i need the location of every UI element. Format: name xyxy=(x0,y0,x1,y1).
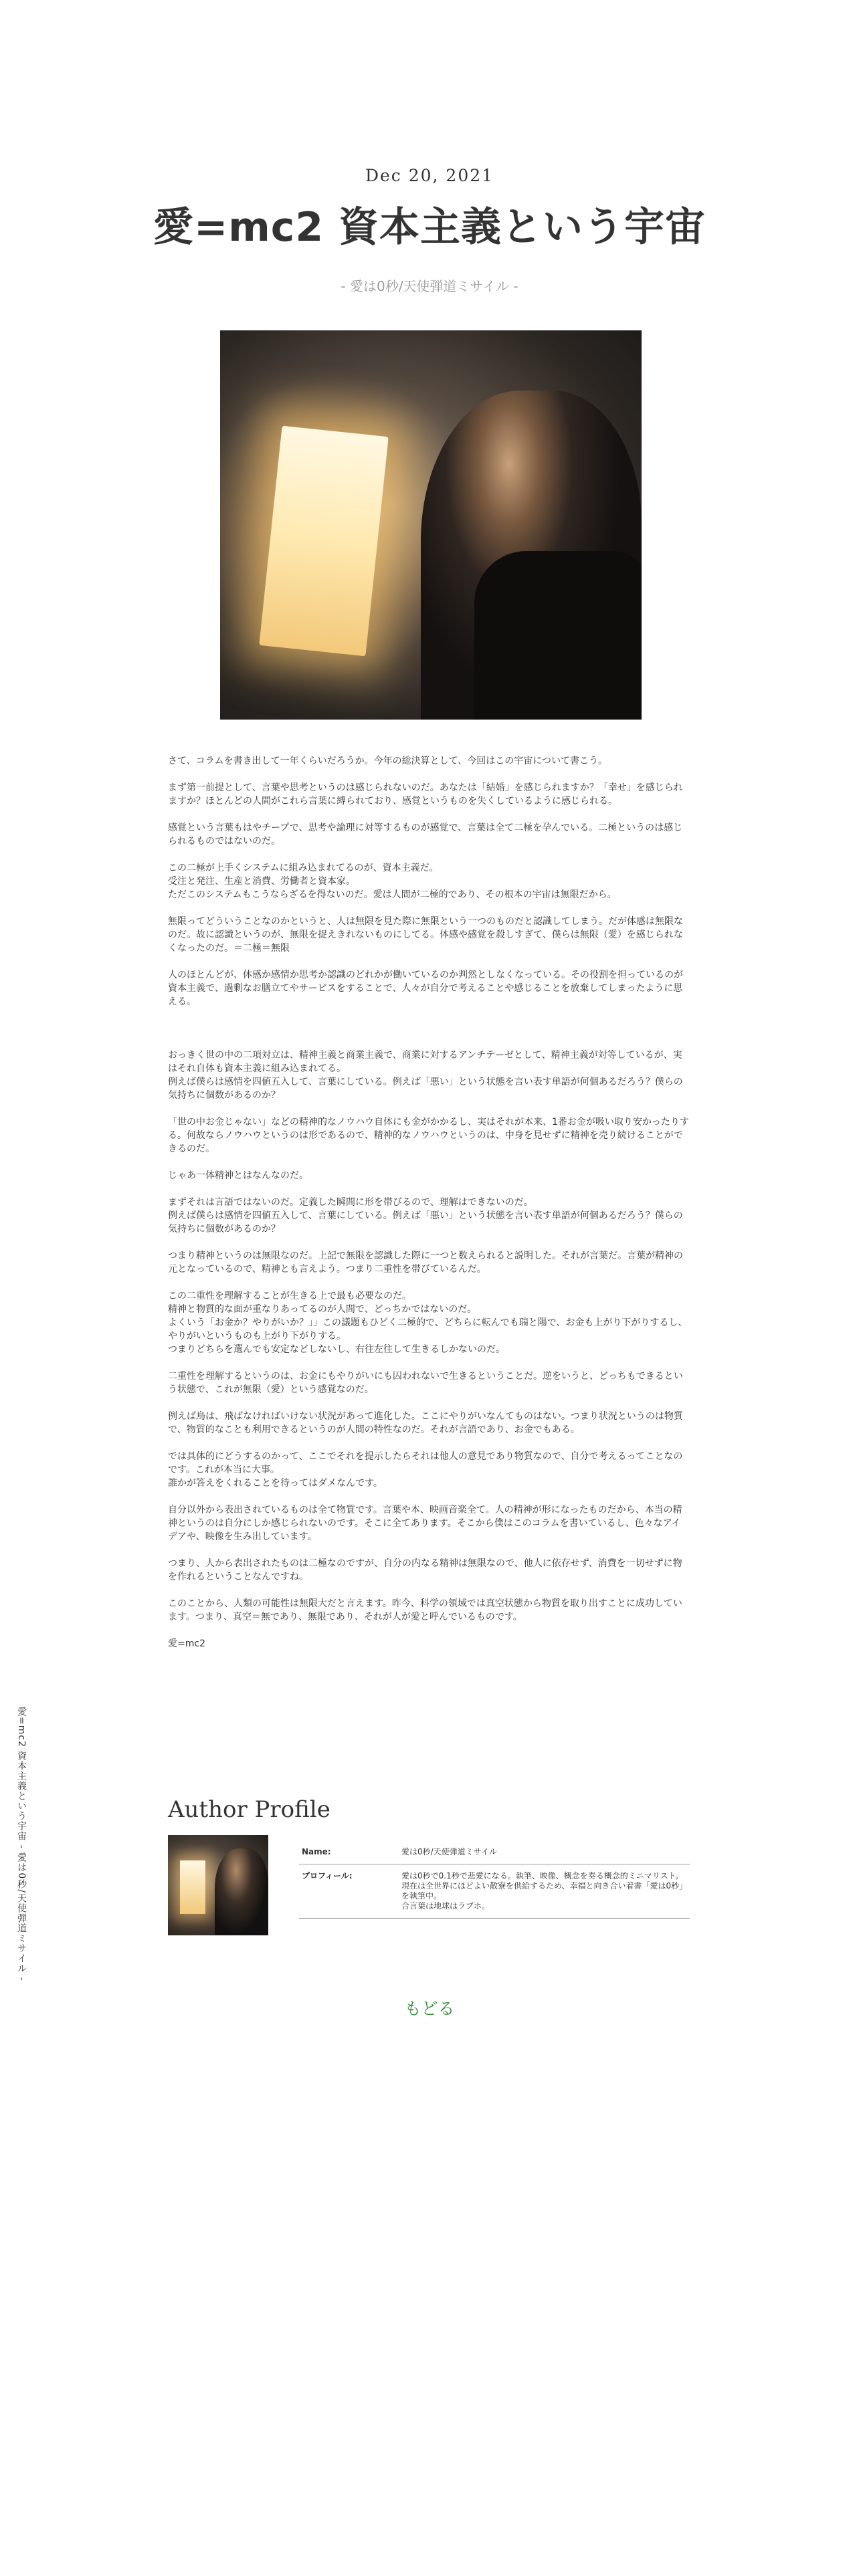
article-paragraph: このことから、人類の可能性は無限大だと言えます。昨今、科学の領域では真空状態から物質を取り出すことに成功しています。つまり、真空＝無であり、無限であり、それが人が愛と呼んでいるものです。 xyxy=(168,1598,682,1622)
hero-figure-body xyxy=(474,551,642,720)
post-title: 愛=mc2 資本主義という宇宙 xyxy=(153,204,706,251)
profile-bio-label: プロフィール: xyxy=(299,1864,399,1919)
article-paragraph: 人のほとんどが、体感か感情か思考か認識のどれかが働いているのか判然としなくなっている。その役割を担っているのが資本主義で、過剰なお膳立てやサービスをすることで、人々が自分で考えることや感じることを放棄してしまったように思える。 xyxy=(168,970,683,1007)
article-paragraph: さて、コラムを書き出して一年くらいだろうか。今年の総決算として、今回はこの宇宙について書こう。 xyxy=(168,756,608,766)
side-vertical-label: 愛=mc2 資本主義という宇宙 - 愛は0秒/天使弾道ミサイル - xyxy=(16,1707,27,1981)
article-paragraph: おっきく世の中の二項対立は、精神主義と商業主義で、商業に対するアンチテーゼとして、精神主義が対等しているが、実はそれ自体も資本主義に組み込まれてる。 例えば僕らは感情を四値五入して、言葉にしている。例えば「悪い」という状態を言い表す単語が何個あるだろう？僕らの気持ちに個数があるのか？ xyxy=(168,1050,683,1101)
author-profile-heading: Author Profile xyxy=(168,1796,330,1823)
article-paragraph: 「世の中お金じゃない」などの精神的なノウハウ自体にも金がかかるし、実はそれが本来、1番お金が吸い取り安かったりする。何故ならノウハウというのは形であるので、精神的なノウハウというのは、中身を見せずに精神を売り続けることができるのだ。 xyxy=(168,1117,689,1154)
article-paragraph: まず第一前提として、言葉や思考というのは感じられないのだ。あなたは「結婚」を感じられますか？「幸せ」を感じられますか？ほとんどの人間がこれら言葉に縛られており、感覚というものを失くしているように感じられる。 xyxy=(168,782,683,807)
article-paragraph: では具体的にどうするのかって、ここでそれを提示したらそれは他人の意見であり物質なので、自分で考えるってことなのです。これが本当に大事。 誰かが答えをくれることを待ってはダメなんです。 xyxy=(168,1451,683,1489)
post-date: Dec 20, 2021 xyxy=(365,166,494,185)
article-body xyxy=(168,754,690,1664)
author-photo-lamp xyxy=(180,1860,205,1914)
article-paragraph: この二極が上手くシステムに組み込まれてるのが、資本主義だ。 受注と発注、生産と消費、労働者と資本家。 ただこのシステムもこうならざるを得ないのだ。愛は人間が二極的であり、その根本の宇宙は無限だから。 xyxy=(168,863,617,900)
article-paragraph: つまり、人から表出されたものは二極なのですが、自分の内なる精神は無限なので、他人に依存せず、消費を一切せずに物を作れるということなんですね。 xyxy=(168,1558,682,1582)
article-paragraph: この二重性を理解することが生きる上で最も必要なのだ。 精神と物質的な面が重なりあってるのが人間で、どっちかではないのだ。 よくいう「お金か？やりがいか？」」この議題もひどく二極的で、どちらに転んでも瑞と陽で、お金も上がり下がりするし、やりがいというものも上がり下がりする。 つまりどちらを選んでも安定などしないし、右往左往して生きるしかないのだ。 xyxy=(168,1291,688,1355)
profile-bio-value: 愛は0秒で0.1秒で悲愛になる。執筆、映像、概念を奏る概念的ミニマリスト。 現在は全世界にほどよい散寮を供給するため、幸福と向き合い着書「愛は0秒」を執筆中。 合言葉は地球はラブホ。 xyxy=(399,1864,690,1919)
hero-image xyxy=(220,330,642,720)
profile-row-bio xyxy=(299,1864,690,1919)
article-paragraph: 二重性を理解するというのは、お金にもやりがいにも囚われないで生きるということだ。逆をいうと、どっちもできるという状態で、これが無限（愛）という感覚なのだ。 xyxy=(168,1371,683,1395)
profile-name-label: Name: xyxy=(299,1840,399,1864)
article-paragraph: 自分以外から表出されているものは全て物質です。言葉や本、映画音楽全て。人の精神が形になったものだから、本当の精神というのは自分にしか感じられないのです。そこに全てあります。そこから僕はこのコラムを書いているし、色々なアイデアや、映像を生み出しています。 xyxy=(168,1505,682,1542)
author-profile-table xyxy=(299,1840,690,1919)
article-paragraph: つまり精神というのは無限なのだ。上記で無限を認識した際に一つと数えられると説明した。それが言葉だ。言葉が精神の元となっているので、精神とも言えよう。つまり二重性を帯びているんだ。 xyxy=(168,1251,683,1275)
article-paragraph: まずそれは言語ではないのだ。定義した瞬間に形を帯びるので、理解はできないのだ。 例えば僕らは感情を四値五入して、言葉にしている。例えば「悪い」という状態を言い表す単語が何個あるだろう？僕らの気持ちに個数があるのか？ xyxy=(168,1197,683,1235)
back-link[interactable]: もどる xyxy=(404,1999,455,2018)
article-signature: 愛=mc2 xyxy=(168,1638,205,1649)
post-author-line: - 愛は0秒/天使弾道ミサイル - xyxy=(341,278,518,294)
article-paragraph: 無限ってどういうことなのかというと、人は無限を見た際に無限という一つのものだと認識してしまう。だが体感は無限なのだ。故に認識というのが、無限を捉えきれないものにしてる。体感や感覚を殺しすぎて、僕らは無限（愛）を感じられなくなったのだ。＝二極＝無限 xyxy=(168,916,683,954)
author-photo-figure xyxy=(215,1848,268,1935)
author-photo xyxy=(168,1835,268,1935)
profile-name-value: 愛は0秒/天使弾道ミサイル xyxy=(399,1840,690,1864)
article-paragraph: じゃあ一体精神とはなんなのだ。 xyxy=(168,1170,308,1181)
profile-row-name xyxy=(299,1840,690,1864)
article-paragraph: 例えば鳥は、飛ばなければいけない状況があって進化した。ここにやりがいなんてものはない。つまり状況というのは物質で、物質的なことも利用できるというのが人間の特性なのだ。それが言語であり、お金でもある。 xyxy=(168,1411,683,1435)
article-paragraph: 感覚という言葉もはやチープで、思考や論理に対等するものが感覚で、言葉は全て二極を孕んでいる。二極というのは感じられるものではないのだ。 xyxy=(168,823,683,847)
